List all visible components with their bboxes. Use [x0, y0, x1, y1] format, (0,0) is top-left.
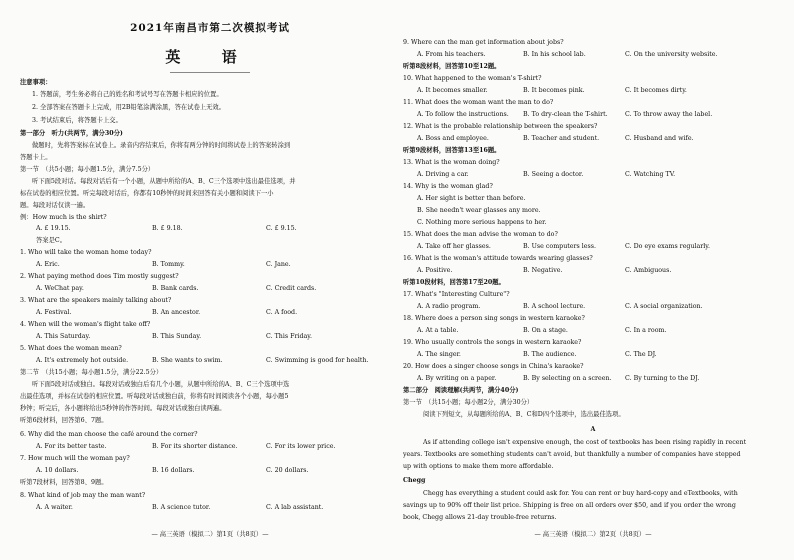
question-17: 17. What's "Interesting Culture"?	[403, 291, 510, 298]
q18-option-c: C. In a room.	[625, 327, 667, 334]
question-9: 9. Where can the man get information about jobs?	[403, 39, 564, 46]
q12-option-b: B. Teacher and student.	[523, 135, 600, 142]
sec2-desc-3: 秒钟；听完后，各小题将给出5秒钟的作答时间。每段对话或独白读两遍。	[20, 405, 226, 412]
q17-option-c: C. A social organization.	[625, 303, 703, 310]
q15-option-c: C. Do eye exams regularly.	[625, 243, 711, 250]
question-19: 19. Who usually controls the songs in western karaoke?	[403, 339, 582, 346]
q6-option-a: A. For its better taste.	[36, 443, 107, 450]
material-6-heading: 听第6段材料，回答第6、7题。	[20, 417, 108, 424]
part2-title: 第二部分 阅读理解(共两节，满分40分)	[403, 387, 519, 394]
q1-option-b: B. Tommy.	[152, 261, 185, 268]
part2-sec1-title: 第一节 （共15小题；每小题2分，满分30分）	[403, 399, 534, 406]
q9-option-a: A. From his teachers.	[417, 51, 486, 58]
part1-title: 第一部分 听力(共两节，满分30分)	[20, 130, 123, 137]
q10-option-b: B. It becomes pink.	[523, 87, 585, 94]
q10-option-c: C. It becomes dirty.	[625, 87, 687, 94]
material-8-heading: 听第8段材料，回答第10至12题。	[403, 63, 501, 70]
question-5: 5. What does the woman mean?	[20, 345, 122, 352]
question-1: 1. Who will take the woman home today?	[20, 249, 152, 256]
q18-option-b: B. On a stage.	[523, 327, 568, 334]
q1-option-a: A. Eric.	[36, 261, 60, 268]
question-12: 12. What is the probable relationship between the speakers?	[403, 123, 598, 130]
right-page	[403, 6, 783, 546]
passage-p1-line1: As if attending college isn't expensive enough, the cost of textbooks has been rising rapidly in recent	[423, 439, 747, 446]
chegg-line1: Chegg has everything a student could ask for. You can rent or buy hard-copy and eTextbooks, with	[423, 490, 738, 497]
sec1-desc-1: 听下面5段对话。每段对话后有一个小题，从题中所给的A、B、C三个选项中选出最佳选项，并	[32, 178, 296, 185]
q4-option-c: C. This Friday.	[266, 333, 312, 340]
q20-option-b: B. By selecting on a screen.	[523, 375, 612, 382]
sec1-desc-3: 题。每段对话仅读一遍。	[20, 202, 90, 209]
chegg-heading: Chegg	[403, 477, 426, 484]
q17-option-b: B. A school lecture.	[523, 303, 586, 310]
question-6: 6. Why did the man choose the café around the corner?	[20, 431, 198, 438]
passage-letter: A	[590, 426, 596, 433]
passage-p1-line2: years. Textbooks are something students can't avoid, but thankfully a number of companies have stepped	[403, 451, 741, 458]
sec1-title: 第一节 （共5小题；每小题1.5分，满分7.5分）	[20, 166, 155, 173]
sec1-desc-2: 标在试卷的相应位置。听完每段对话后，你都有10秒钟的时间来回答有关小题和阅读下一小	[20, 190, 274, 197]
chegg-line2: savings up to 90% off their list price. Shipping is free on all orders over $50, and if you order the wrong	[403, 502, 736, 509]
part2-sec1-desc: 阅读下列短文，从每题所给的A、B、C和D四个选项中，选出最佳选项。	[423, 411, 625, 418]
question-14: 14. Why is the woman glad?	[403, 183, 493, 190]
question-7: 7. How much will the woman pay?	[20, 455, 130, 462]
q12-option-a: A. Boss and employee.	[417, 135, 489, 142]
sec2-title: 第二节 （共15小题；每小题1.5分，满分22.5分）	[20, 369, 163, 376]
q4-option-b: B. This Sunday.	[152, 333, 202, 340]
q3-option-b: B. An ancestor.	[152, 309, 201, 316]
chegg-line3: book, Chegg allows 21-day trouble-free returns.	[403, 514, 557, 521]
q11-option-a: A. To follow the instructions.	[417, 111, 509, 118]
q10-option-a: A. It becomes smaller.	[417, 87, 488, 94]
q8-option-a: A. A waiter.	[36, 504, 73, 511]
q11-option-b: B. To dry-clean the T-shirt.	[523, 111, 608, 118]
example-option-c: C. £ 9.15.	[266, 225, 297, 232]
notice-3: 3. 考试结束后，将答题卡上交。	[32, 117, 122, 124]
q12-option-c: C. Husband and wife.	[625, 135, 694, 142]
question-10: 10. What happened to the woman's T-shirt?	[403, 75, 542, 82]
q15-option-a: A. Take off her glasses.	[417, 243, 491, 250]
q19-option-b: B. The audience.	[523, 351, 577, 358]
example-question: 例：How much is the shirt?	[20, 214, 107, 221]
material-7-heading: 听第7段材料，回答第8、9题。	[20, 479, 108, 486]
passage-p1-line3: up with options to make them more affordable.	[403, 463, 554, 470]
q13-option-c: C. Watching TV.	[625, 171, 676, 178]
q13-option-a: A. Driving a car.	[417, 171, 469, 178]
part1-desc-2: 答题卡上。	[20, 154, 52, 161]
title-underline	[170, 72, 250, 73]
q20-option-c: C. By turning to the DJ.	[625, 375, 700, 382]
q2-option-b: B. Bank cards.	[152, 285, 199, 292]
sec2-desc-1: 听下面5段对话或独白。每段对话或独白后有几个小题，从题中所给的A、B、C三个选项中选	[32, 381, 290, 388]
question-8: 8. What kind of job may the man want?	[20, 492, 146, 499]
q5-option-b: B. She wants to swim.	[152, 357, 223, 364]
question-20: 20. How does a singer choose songs in China's karaoke?	[403, 363, 584, 370]
q20-option-a: A. By writing on a paper.	[417, 375, 497, 382]
subject-title: 英 语	[165, 48, 255, 66]
q7-option-c: C. 20 dollars.	[266, 467, 309, 474]
q3-option-c: C. A food.	[266, 309, 298, 316]
q6-option-c: C. For its lower price.	[266, 443, 336, 450]
example-option-a: A. £ 19.15.	[36, 225, 71, 232]
page-footer-left: — 高三英语（模拟二）第1页（共8页）—	[151, 531, 269, 538]
q8-option-b: B. A science tutor.	[152, 504, 211, 511]
question-15: 15. What does the man advise the woman to do?	[403, 231, 558, 238]
q5-option-c: C. Swimming is good for health.	[266, 357, 369, 364]
q9-option-c: C. On the university website.	[625, 51, 718, 58]
q14-option-a: A. Her sight is better than before.	[417, 195, 526, 202]
example-answer: 答案是C。	[36, 237, 67, 244]
q16-option-c: C. Ambiguous.	[625, 267, 672, 274]
question-4: 4. When will the woman's flight take off?	[20, 321, 151, 328]
q13-option-b: B. Seeing a doctor.	[523, 171, 584, 178]
left-page	[20, 6, 400, 546]
q17-option-a: A. A radio program.	[417, 303, 481, 310]
q19-option-c: C. The DJ.	[625, 351, 657, 358]
q7-option-b: B. 16 dollars.	[152, 467, 195, 474]
q11-option-c: C. To throw away the label.	[625, 111, 713, 118]
q6-option-b: B. For its shorter distance.	[152, 443, 238, 450]
question-3: 3. What are the speakers mainly talking about?	[20, 297, 172, 304]
q5-option-a: A. It's extremely hot outside.	[36, 357, 129, 364]
q18-option-a: A. At a table.	[417, 327, 459, 334]
question-11: 11. What does the woman want the man to do?	[403, 99, 554, 106]
q3-option-a: A. Festival.	[36, 309, 72, 316]
q9-option-b: B. In his school lab.	[523, 51, 586, 58]
notice-1: 1. 答题前，考生务必将自己的姓名和考试号写在答题卡相应的位置。	[32, 91, 223, 98]
material-10-heading: 听第10段材料，回答第17至20题。	[403, 279, 505, 286]
question-16: 16. What is the woman's attitude towards wearing glasses?	[403, 255, 593, 262]
q14-option-b: B. She needn't wear glasses any more.	[417, 207, 541, 214]
example-option-b: B. £ 9.18.	[152, 225, 183, 232]
notice-title: 注意事项：	[20, 79, 52, 86]
exam-title: 2021年南昌市第二次模拟考试	[130, 22, 290, 34]
q16-option-b: B. Negative.	[523, 267, 563, 274]
q2-option-c: C. Credit cards.	[266, 285, 317, 292]
question-18: 18. Where does a person sing songs in western karaoke?	[403, 315, 585, 322]
page-footer-right: — 高三英语（模拟二）第2页（共8页）—	[534, 531, 652, 538]
q2-option-a: A. WeChat pay.	[36, 285, 84, 292]
q16-option-a: A. Positive.	[417, 267, 453, 274]
q19-option-a: A. The singer.	[417, 351, 461, 358]
question-13: 13. What is the woman doing?	[403, 159, 500, 166]
q8-option-c: C. A lab assistant.	[266, 504, 324, 511]
q4-option-a: A. This Saturday.	[36, 333, 91, 340]
material-9-heading: 听第9段材料，回答第13至16题。	[403, 147, 501, 154]
part1-desc-1: 做题时，先将答案标在试卷上。录音内容结束后，你将有两分钟的时间将试卷上的答案转涂到	[32, 142, 291, 149]
sec2-desc-2: 出最佳选项，并标在试卷的相应位置。听每段对话或独白前，你将有时间阅读各个小题，每小题5	[20, 393, 289, 400]
q14-option-c: C. Nothing more serious happens to her.	[417, 219, 547, 226]
q15-option-b: B. Use computers less.	[523, 243, 596, 250]
q1-option-c: C. Jane.	[266, 261, 291, 268]
q7-option-a: A. 10 dollars.	[36, 467, 79, 474]
notice-2: 2. 全部答案在答题卡上完成，用2B铅笔涂满涂黑，答在试卷上无效。	[32, 104, 225, 111]
question-2: 2. What paying method does Tim mostly suggest?	[20, 273, 179, 280]
